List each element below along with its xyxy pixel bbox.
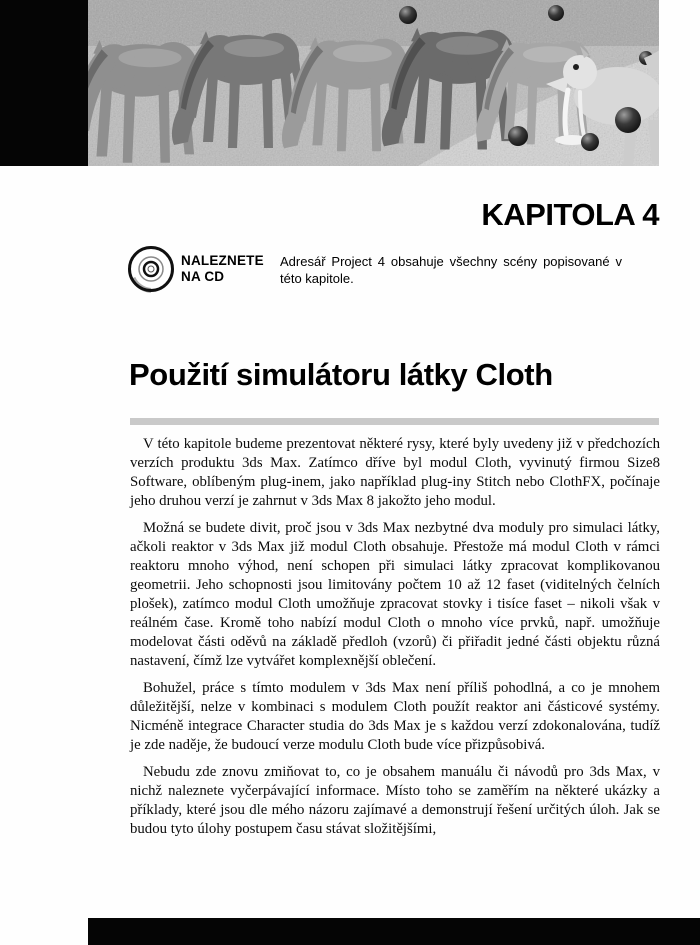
bottom-black-bar [88, 918, 700, 945]
title-rule [130, 418, 659, 425]
cd-note-label-line2: NA CD [181, 269, 225, 284]
cd-note-label [181, 253, 264, 285]
body-text [130, 435, 660, 847]
cd-note-text: Adresář Project 4 obsahuje všechny scény popisované v této kapitole. [280, 254, 622, 286]
left-black-block [0, 0, 88, 166]
body-paragraph: V této kapitole budeme prezentovat některé rysy, které byly uvedeny již v předchozích verzích produktu 3ds Max. Zatímco dříve byl modul Cloth, vyvinutý firmou Size8 Software, oblíbeným plug-inem, jako například plug-iny Stitch nebo ClothFX, počínaje jeho druhou verzí je zahrnut v 3ds Max 8 jakožto jeho modul. [130, 436, 660, 509]
page-title: Použití simulátoru látky Cloth [129, 357, 553, 392]
body-paragraph: Bohužel, práce s tímto modulem v 3ds Max není příliš pohodlná, a co je mnohem důležitější, nelze v kombinaci s modulem Cloth použít reaktor ani částicové systémy. Nicméně integrace Character studia do 3ds Max je s každou verzí zdokonalována, tudíž je zde naděje, že budoucí verze modulu Cloth bude více přizpůsobivá. [130, 680, 660, 753]
body-paragraph: Možná se budete divit, proč jsou v 3ds Max nezbytné dva moduly pro simulaci látky, ačkoli reaktor v 3ds Max již modul Cloth obsahuje. Přestože má modul Cloth v rámci reaktoru mnoho výhod, není schopen při simulaci látky zpracovat komplikovanou geometrii. Jeho schopnosti jsou limitovány počtem 10 až 12 faset (viditelných čelních plošek), zatímco modul Cloth umožňuje zpracovat stovky i tisíce faset – nikoli však v reálném čase. Kromě toho nabízí modul Cloth o mnoho více prvků, např. umožňuje modelovat části oděvů na základě předloh (vzorů) či přiřadit jedné části objektu různá nastavení, čímž lze vytvářet komplexnější oblečení. [130, 520, 660, 669]
body-paragraph: Nebudu zde znovu zmiňovat to, co je obsahem manuálu či návodů pro 3ds Max, v nichž naleznete vyčerpávající informace. Místo toho se zaměřím na některé ukázky a příklady, které jsou dle mého názoru zajímavé a demonstrují řešení určitých úloh. Jak se budou tyto úlohy postupem času stávat složitějšími, [130, 764, 660, 837]
cd-icon [126, 244, 176, 294]
horses-render-illustration [88, 0, 659, 166]
chapter-hero-image [88, 0, 659, 166]
chapter-heading: KAPITOLA 4 [481, 197, 659, 232]
cd-note-label-line1: NALEZNETE [181, 253, 264, 268]
